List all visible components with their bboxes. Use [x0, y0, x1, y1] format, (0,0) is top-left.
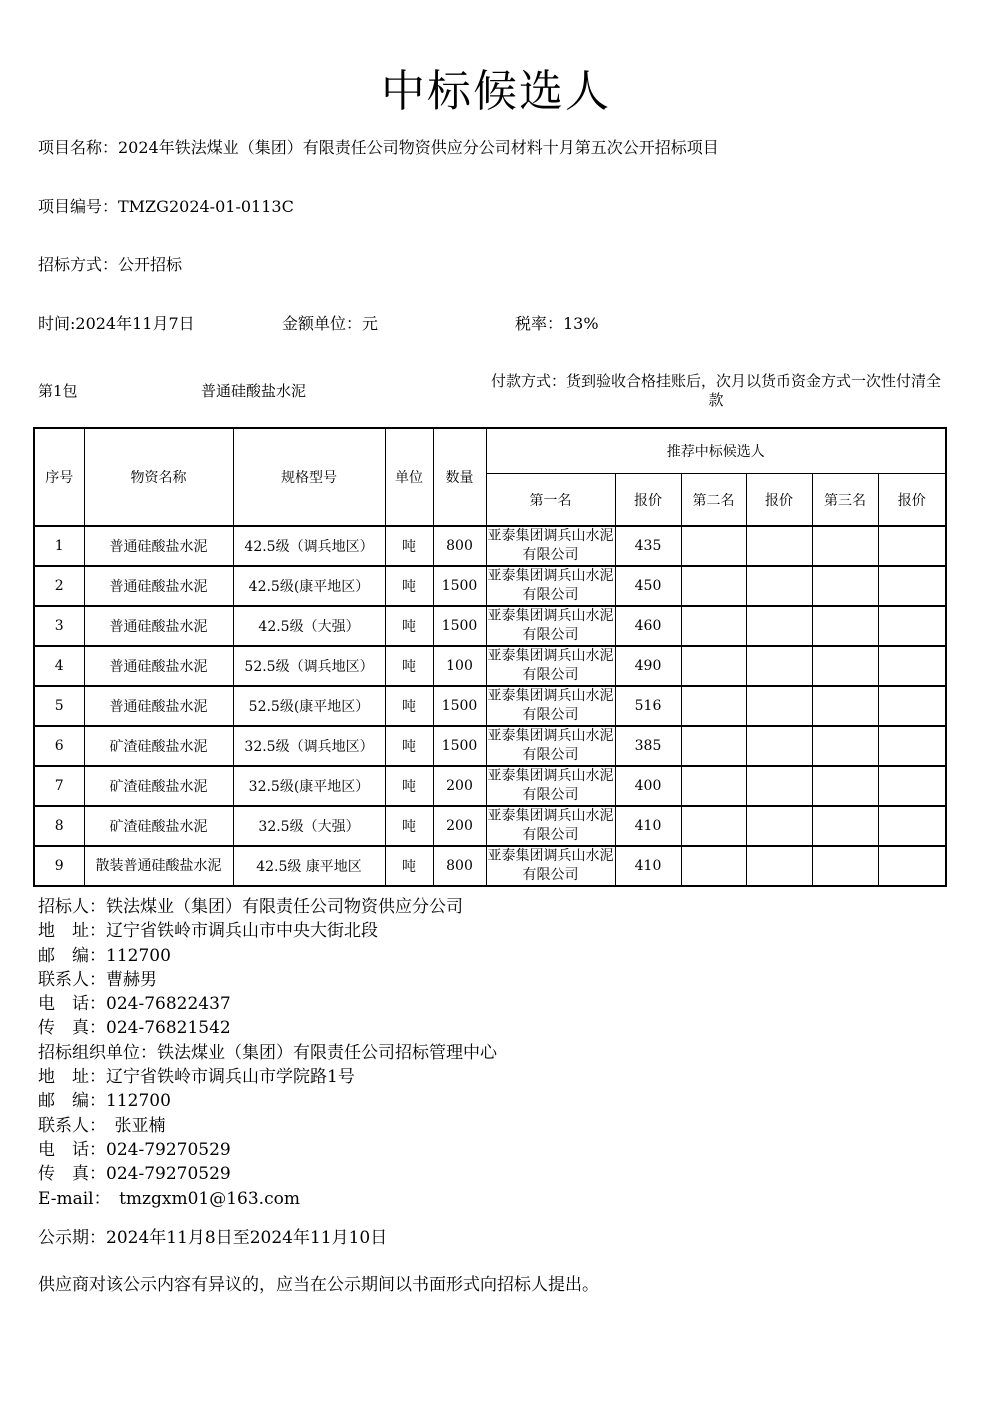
cell-material-name: 普通硅酸盐水泥 — [84, 526, 233, 566]
cell-price: 385 — [615, 726, 681, 766]
cell-second-candidate — [681, 806, 746, 846]
cell-spec: 32.5级(康平地区） — [233, 766, 385, 806]
cell-third-candidate — [812, 606, 878, 646]
header-first: 第一名 — [486, 474, 615, 527]
cell-third-candidate — [812, 526, 878, 566]
cell-first-candidate: 亚泰集团调兵山水泥有限公司 — [486, 726, 615, 766]
cell-unit: 吨 — [385, 766, 433, 806]
cell-first-candidate: 亚泰集团调兵山水泥有限公司 — [486, 606, 615, 646]
cell-price: 516 — [615, 686, 681, 726]
cell-seq: 4 — [34, 646, 84, 686]
table-row — [34, 726, 946, 766]
cell-spec: 42.5级（大强） — [233, 606, 385, 646]
table-row — [34, 806, 946, 846]
cell-first-candidate: 亚泰集团调兵山水泥有限公司 — [486, 566, 615, 606]
payment-terms: 付款方式：货到验收合格挂账后，次月以货币资金方式一次性付清全款 — [490, 372, 941, 409]
header-price-3: 报价 — [878, 474, 946, 527]
cell-spec: 32.5级（大强） — [233, 806, 385, 846]
cell-unit: 吨 — [385, 606, 433, 646]
cell-spec: 52.5级（调兵地区） — [233, 646, 385, 686]
cell-material-name: 矿渣硅酸盐水泥 — [84, 726, 233, 766]
table-row — [34, 686, 946, 726]
tender-method: 招标方式：公开招标 — [38, 255, 183, 274]
cell-second-candidate — [681, 686, 746, 726]
cell-second-candidate — [681, 606, 746, 646]
cell-seq: 8 — [34, 806, 84, 846]
cell-unit: 吨 — [385, 566, 433, 606]
cell-second-candidate — [681, 726, 746, 766]
header-price-2: 报价 — [746, 474, 812, 527]
agency: 招标组织单位：铁法煤业（集团）有限责任公司招标管理中心 — [38, 1042, 497, 1063]
cell-third-candidate — [812, 846, 878, 886]
cell-third-candidate — [812, 566, 878, 606]
agency-address: 地 址：辽宁省铁岭市调兵山市学院路1号 — [38, 1067, 355, 1088]
cell-first-candidate: 亚泰集团调兵山水泥有限公司 — [486, 686, 615, 726]
cell-unit: 吨 — [385, 806, 433, 846]
currency-unit: 金额单位：元 — [282, 314, 379, 333]
project-name: 项目名称：2024年铁法煤业（集团）有限责任公司物资供应分公司材料十月第五次公开招标项目 — [38, 138, 719, 157]
page-title: 中标候选人 — [381, 66, 611, 117]
header-quantity: 数量 — [433, 428, 486, 526]
agency-email: E-mail： tmzgxm01@163.com — [38, 1188, 300, 1209]
cell-second-candidate — [681, 566, 746, 606]
tenderer-phone: 电 话：024-76822437 — [38, 994, 231, 1015]
cell-third-candidate — [812, 766, 878, 806]
tenderer-address: 地 址：辽宁省铁岭市调兵山市中央大街北段 — [38, 921, 378, 942]
tenderer-postcode: 邮 编：112700 — [38, 945, 171, 966]
table-row — [34, 846, 946, 886]
cell-price: 490 — [615, 646, 681, 686]
cell-quantity: 100 — [433, 646, 486, 686]
cell-spec: 32.5级（调兵地区） — [233, 726, 385, 766]
cell-second-candidate — [681, 526, 746, 566]
cell-price-2 — [746, 566, 812, 606]
contact-block — [38, 895, 497, 1211]
header-third: 第三名 — [812, 474, 878, 527]
cell-spec: 42.5级(康平地区） — [233, 566, 385, 606]
tenderer: 招标人：铁法煤业（集团）有限责任公司物资供应分公司 — [38, 897, 463, 917]
agency-phone: 电 话：024-79270529 — [38, 1139, 231, 1160]
cell-price: 400 — [615, 766, 681, 806]
cell-material-name: 普通硅酸盐水泥 — [84, 606, 233, 646]
header-seq: 序号 — [34, 428, 84, 526]
cell-unit: 吨 — [385, 846, 433, 886]
cell-price-2 — [746, 606, 812, 646]
cell-price-3 — [878, 606, 946, 646]
cell-price-2 — [746, 526, 812, 566]
agency-contact: 联系人： 张亚楠 — [38, 1115, 166, 1136]
cell-quantity: 800 — [433, 846, 486, 886]
cell-seq: 5 — [34, 686, 84, 726]
cell-spec: 52.5级(康平地区） — [233, 686, 385, 726]
cell-material-name: 普通硅酸盐水泥 — [84, 566, 233, 606]
cell-seq: 7 — [34, 766, 84, 806]
cell-seq: 9 — [34, 846, 84, 886]
cell-price: 460 — [615, 606, 681, 646]
cell-price-3 — [878, 526, 946, 566]
cell-quantity: 800 — [433, 526, 486, 566]
cell-third-candidate — [812, 686, 878, 726]
cell-price-3 — [878, 686, 946, 726]
header-price-1: 报价 — [615, 474, 681, 527]
cell-seq: 6 — [34, 726, 84, 766]
cell-price-3 — [878, 846, 946, 886]
cell-spec: 42.5级 康平地区 — [233, 846, 385, 886]
cell-second-candidate — [681, 646, 746, 686]
cell-material-name: 普通硅酸盐水泥 — [84, 646, 233, 686]
cell-unit: 吨 — [385, 526, 433, 566]
cell-quantity: 1500 — [433, 566, 486, 606]
cell-price: 450 — [615, 566, 681, 606]
project-number: 项目编号：TMZG2024-01-0113C — [38, 197, 294, 216]
cell-seq: 3 — [34, 606, 84, 646]
cell-quantity: 1500 — [433, 726, 486, 766]
table-row — [34, 566, 946, 606]
table-row — [34, 766, 946, 806]
package-label: 第1包 — [38, 382, 78, 400]
cell-seq: 2 — [34, 566, 84, 606]
cell-second-candidate — [681, 846, 746, 886]
cell-price-2 — [746, 846, 812, 886]
table-row — [34, 646, 946, 686]
header-material-name: 物资名称 — [84, 428, 233, 526]
cell-quantity: 1500 — [433, 686, 486, 726]
cell-price-3 — [878, 566, 946, 606]
tenderer-fax: 传 真：024-76821542 — [38, 1018, 231, 1039]
cell-price-2 — [746, 686, 812, 726]
cell-first-candidate: 亚泰集团调兵山水泥有限公司 — [486, 646, 615, 686]
cell-price: 435 — [615, 526, 681, 566]
publicity-period: 公示期：2024年11月8日至2024年11月10日 — [38, 1228, 388, 1248]
date: 时间:2024年11月7日 — [38, 314, 195, 333]
cell-unit: 吨 — [385, 686, 433, 726]
cell-price-3 — [878, 646, 946, 686]
cell-material-name: 矿渣硅酸盐水泥 — [84, 806, 233, 846]
cell-price: 410 — [615, 846, 681, 886]
table-row — [34, 526, 946, 566]
cell-price-2 — [746, 726, 812, 766]
header-recommended-candidates: 推荐中标候选人 — [486, 428, 946, 474]
package-item: 普通硅酸盐水泥 — [201, 382, 307, 400]
cell-unit: 吨 — [385, 646, 433, 686]
header-unit: 单位 — [385, 428, 433, 526]
tax-rate: 税率：13% — [515, 314, 599, 333]
cell-quantity: 200 — [433, 766, 486, 806]
cell-second-candidate — [681, 766, 746, 806]
tenderer-contact: 联系人：曹赫男 — [38, 969, 157, 990]
cell-price-3 — [878, 766, 946, 806]
cell-third-candidate — [812, 646, 878, 686]
cell-quantity: 1500 — [433, 606, 486, 646]
agency-fax: 传 真：024-79270529 — [38, 1164, 231, 1185]
cell-material-name: 散装普通硅酸盐水泥 — [84, 846, 233, 886]
cell-price: 410 — [615, 806, 681, 846]
candidate-table — [33, 427, 947, 887]
cell-first-candidate: 亚泰集团调兵山水泥有限公司 — [486, 846, 615, 886]
cell-spec: 42.5级（调兵地区） — [233, 526, 385, 566]
agency-postcode: 邮 编：112700 — [38, 1091, 171, 1112]
cell-seq: 1 — [34, 526, 84, 566]
table-row — [34, 606, 946, 646]
cell-material-name: 矿渣硅酸盐水泥 — [84, 766, 233, 806]
cell-price-3 — [878, 806, 946, 846]
cell-first-candidate: 亚泰集团调兵山水泥有限公司 — [486, 526, 615, 566]
cell-quantity: 200 — [433, 806, 486, 846]
cell-price-2 — [746, 646, 812, 686]
cell-first-candidate: 亚泰集团调兵山水泥有限公司 — [486, 766, 615, 806]
cell-third-candidate — [812, 726, 878, 766]
objection-notice: 供应商对该公示内容有异议的，应当在公示期间以书面形式向招标人提出。 — [38, 1275, 599, 1295]
cell-price-3 — [878, 726, 946, 766]
cell-material-name: 普通硅酸盐水泥 — [84, 686, 233, 726]
cell-unit: 吨 — [385, 726, 433, 766]
cell-third-candidate — [812, 806, 878, 846]
header-spec: 规格型号 — [233, 428, 385, 526]
cell-price-2 — [746, 806, 812, 846]
cell-first-candidate: 亚泰集团调兵山水泥有限公司 — [486, 806, 615, 846]
cell-price-2 — [746, 766, 812, 806]
header-second: 第二名 — [681, 474, 746, 527]
